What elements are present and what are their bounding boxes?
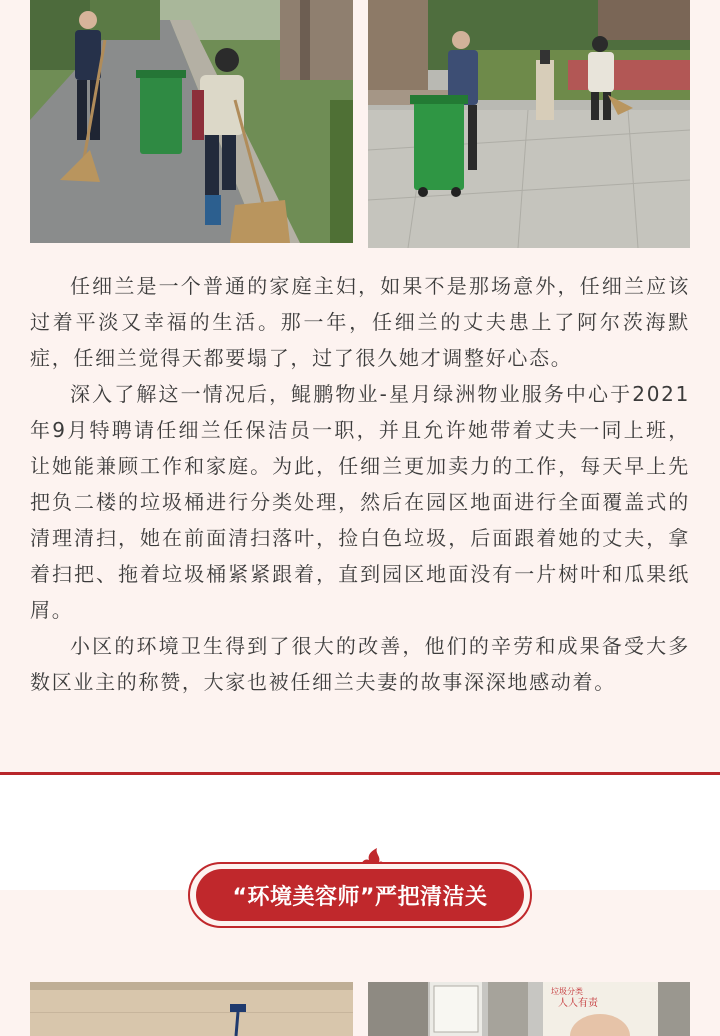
article-body [30, 268, 690, 700]
photo-elevator-lobby [368, 982, 690, 1036]
section-title-banner [188, 862, 532, 928]
article-paragraph: 深入了解这一情况后，鲲鹏物业-星月绿洲物业服务中心于2021年9月特聘请任细兰任保洁员一职，并且允许她带着丈夫一同上班，让她能兼顾工作和家庭。为此，任细兰更加卖力的工作，每天早上先把负二楼的垃圾桶进行分类处理，然后在园区地面进行全面覆盖式的清理清扫，她在前面清扫落叶，捡白色垃圾，后面跟着她的丈夫，拿着扫把、拖着垃圾桶紧紧跟着，直到园区地面没有一片树叶和瓜果纸屑。 [30, 382, 690, 622]
section-title: “环境美容师”严把清洁关 [196, 869, 524, 921]
photo-cleaning-wall [30, 982, 353, 1036]
article-paragraph: 任细兰是一个普通的家庭主妇，如果不是那场意外，任细兰应该过着平淡又幸福的生活。那一年，任细兰的丈夫患上了阿尔茨海默症，任细兰觉得天都要塌了，过了很久她才调整好心态。 [30, 274, 690, 370]
photo-sweeping-path [30, 0, 353, 243]
article-paragraph: 小区的环境卫生得到了很大的改善，他们的辛劳和成果备受大多数区业主的称赞，大家也被任细兰夫妻的故事深深地感动着。 [30, 634, 690, 694]
sign-text-line2: 人人有责 [558, 998, 598, 1009]
photo-bin-courtyard [368, 0, 690, 248]
sign-text-line1: 垃圾分类 [551, 987, 583, 996]
